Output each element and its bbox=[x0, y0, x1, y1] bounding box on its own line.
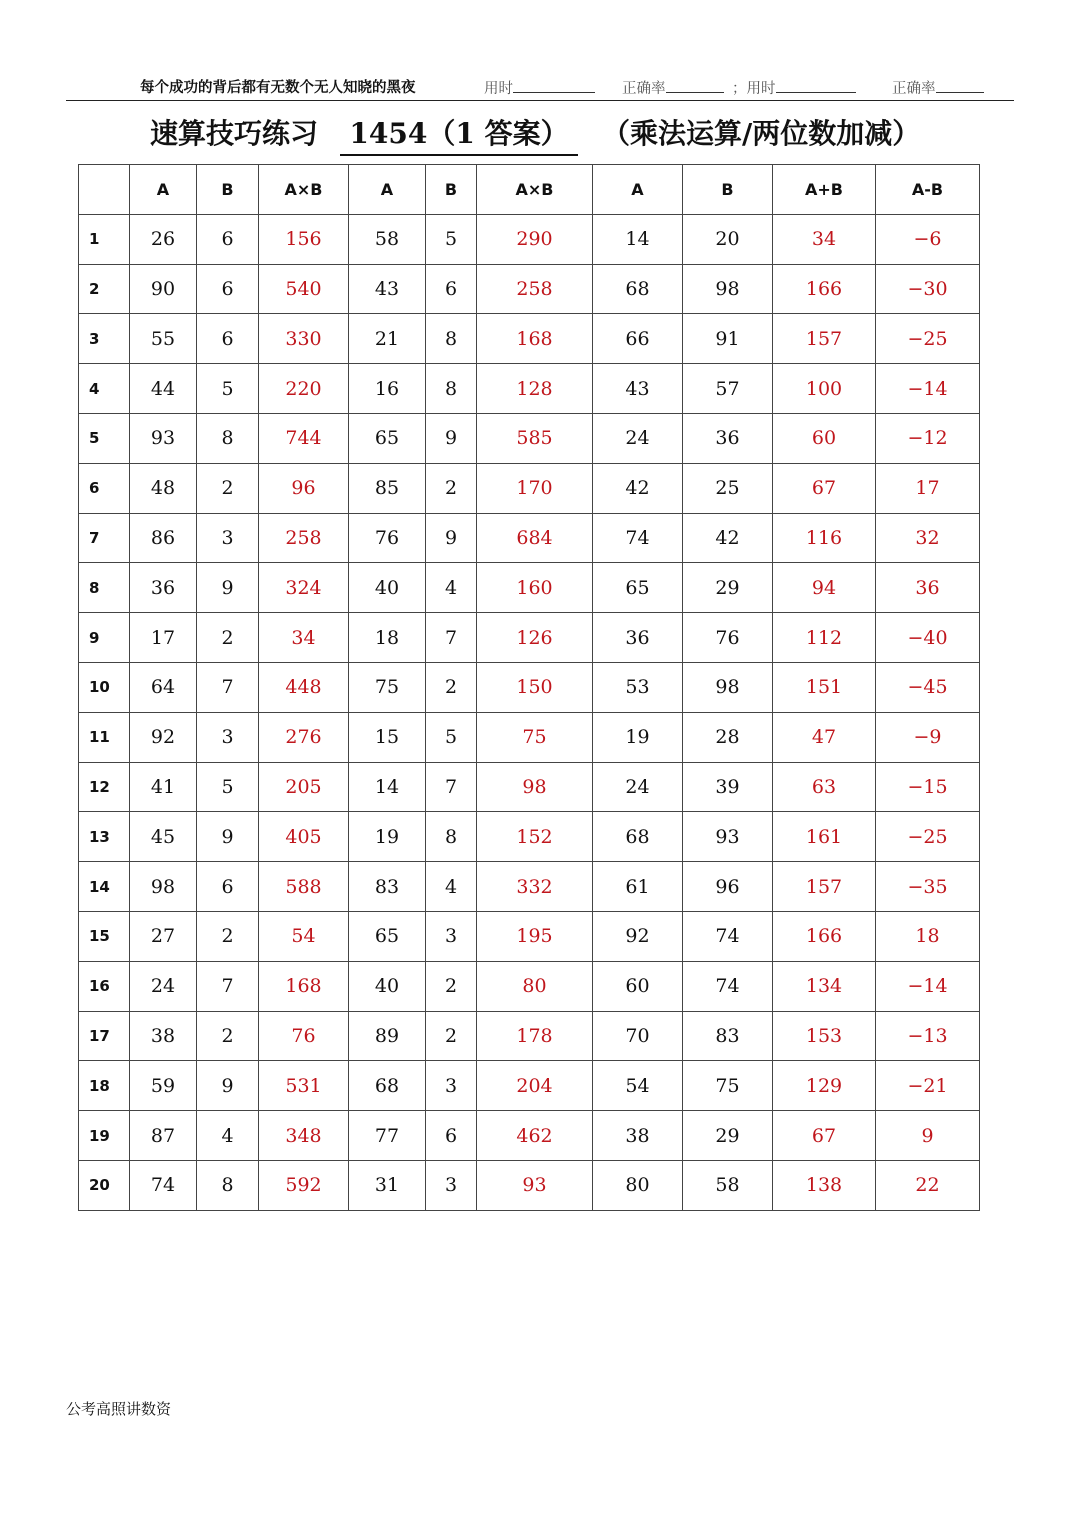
operand-cell-a3: 24 bbox=[593, 413, 683, 463]
answer-cell-difference: −14 bbox=[876, 961, 980, 1011]
operand-cell-b3: 91 bbox=[683, 314, 773, 364]
answer-cell-product1: 330 bbox=[259, 314, 349, 364]
answer-cell-sum: 112 bbox=[773, 613, 876, 663]
time-field-2[interactable] bbox=[732, 78, 856, 99]
operand-cell-a3: 19 bbox=[593, 712, 683, 762]
operand-cell-b3: 98 bbox=[683, 662, 773, 712]
operand-cell-a2: 85 bbox=[349, 463, 426, 513]
operand-cell-b1: 2 bbox=[197, 613, 259, 663]
answer-cell-difference: 32 bbox=[876, 513, 980, 563]
operand-cell-b2: 4 bbox=[426, 563, 477, 613]
page-header bbox=[66, 78, 1014, 101]
answer-cell-sum: 94 bbox=[773, 563, 876, 613]
operand-cell-b1: 9 bbox=[197, 563, 259, 613]
exercise-table bbox=[78, 164, 980, 1211]
operand-cell-b1: 9 bbox=[197, 1061, 259, 1111]
operand-cell-a3: 14 bbox=[593, 214, 683, 264]
operand-cell-a1: 74 bbox=[130, 1160, 197, 1210]
operand-cell-a1: 64 bbox=[130, 662, 197, 712]
answer-cell-sum: 60 bbox=[773, 413, 876, 463]
operand-cell-b3: 74 bbox=[683, 961, 773, 1011]
table-row bbox=[79, 1111, 980, 1161]
operand-cell-a3: 38 bbox=[593, 1111, 683, 1161]
answer-cell-product2: 170 bbox=[477, 463, 593, 513]
operand-cell-a3: 68 bbox=[593, 812, 683, 862]
operand-cell-b2: 2 bbox=[426, 463, 477, 513]
operand-cell-b3: 58 bbox=[683, 1160, 773, 1210]
operand-cell-b1: 7 bbox=[197, 961, 259, 1011]
answer-cell-product1: 220 bbox=[259, 364, 349, 414]
answer-cell-difference: −14 bbox=[876, 364, 980, 414]
table-row bbox=[79, 862, 980, 912]
column-header-b1: B bbox=[197, 165, 259, 215]
row-number: 18 bbox=[79, 1061, 130, 1111]
table-row bbox=[79, 463, 980, 513]
row-number: 13 bbox=[79, 812, 130, 862]
answer-cell-sum: 157 bbox=[773, 862, 876, 912]
operand-cell-a3: 92 bbox=[593, 911, 683, 961]
operand-cell-a1: 98 bbox=[130, 862, 197, 912]
operand-cell-b1: 2 bbox=[197, 1011, 259, 1061]
answer-cell-product1: 168 bbox=[259, 961, 349, 1011]
table-body bbox=[79, 214, 980, 1210]
answer-cell-product1: 588 bbox=[259, 862, 349, 912]
operand-cell-b2: 6 bbox=[426, 1111, 477, 1161]
column-header-product1: A×B bbox=[259, 165, 349, 215]
answer-cell-sum: 161 bbox=[773, 812, 876, 862]
answer-cell-sum: 34 bbox=[773, 214, 876, 264]
answer-cell-product1: 592 bbox=[259, 1160, 349, 1210]
operand-cell-b2: 9 bbox=[426, 413, 477, 463]
operand-cell-a2: 89 bbox=[349, 1011, 426, 1061]
operand-cell-b2: 9 bbox=[426, 513, 477, 563]
column-header-product2: A×B bbox=[477, 165, 593, 215]
table-row bbox=[79, 762, 980, 812]
answer-cell-difference: −6 bbox=[876, 214, 980, 264]
operand-cell-b3: 83 bbox=[683, 1011, 773, 1061]
table-row bbox=[79, 364, 980, 414]
answer-cell-sum: 47 bbox=[773, 712, 876, 762]
answer-cell-product2: 204 bbox=[477, 1061, 593, 1111]
column-header-b3: B bbox=[683, 165, 773, 215]
operand-cell-b2: 3 bbox=[426, 1160, 477, 1210]
answer-cell-product2: 178 bbox=[477, 1011, 593, 1061]
answer-cell-difference: −25 bbox=[876, 314, 980, 364]
operand-cell-a1: 86 bbox=[130, 513, 197, 563]
row-number: 12 bbox=[79, 762, 130, 812]
operand-cell-b1: 7 bbox=[197, 662, 259, 712]
answer-cell-product2: 93 bbox=[477, 1160, 593, 1210]
operand-cell-a2: 65 bbox=[349, 413, 426, 463]
operand-cell-a1: 87 bbox=[130, 1111, 197, 1161]
table-row bbox=[79, 563, 980, 613]
answer-cell-product1: 76 bbox=[259, 1011, 349, 1061]
operand-cell-a2: 65 bbox=[349, 911, 426, 961]
answer-cell-sum: 67 bbox=[773, 1111, 876, 1161]
row-number: 2 bbox=[79, 264, 130, 314]
accuracy-label-2: 正确率 bbox=[892, 81, 936, 97]
operand-cell-a1: 55 bbox=[130, 314, 197, 364]
answer-cell-difference: −45 bbox=[876, 662, 980, 712]
row-number: 8 bbox=[79, 563, 130, 613]
operand-cell-b3: 57 bbox=[683, 364, 773, 414]
operand-cell-a1: 26 bbox=[130, 214, 197, 264]
column-header-index bbox=[79, 165, 130, 215]
operand-cell-b2: 8 bbox=[426, 364, 477, 414]
footer-text: 公考高照讲数资 bbox=[66, 1400, 172, 1418]
table-header-row bbox=[79, 165, 980, 215]
operand-cell-a1: 24 bbox=[130, 961, 197, 1011]
row-number: 7 bbox=[79, 513, 130, 563]
operand-cell-a3: 68 bbox=[593, 264, 683, 314]
operand-cell-a3: 66 bbox=[593, 314, 683, 364]
operand-cell-b3: 93 bbox=[683, 812, 773, 862]
operand-cell-b2: 5 bbox=[426, 214, 477, 264]
row-number: 16 bbox=[79, 961, 130, 1011]
operand-cell-b1: 6 bbox=[197, 264, 259, 314]
operand-cell-b3: 25 bbox=[683, 463, 773, 513]
answer-cell-product1: 276 bbox=[259, 712, 349, 762]
answer-cell-product2: 152 bbox=[477, 812, 593, 862]
operand-cell-a3: 74 bbox=[593, 513, 683, 563]
operand-cell-b2: 2 bbox=[426, 1011, 477, 1061]
answer-cell-sum: 63 bbox=[773, 762, 876, 812]
answer-cell-product1: 34 bbox=[259, 613, 349, 663]
row-number: 17 bbox=[79, 1011, 130, 1061]
table-row bbox=[79, 1160, 980, 1210]
operand-cell-b3: 36 bbox=[683, 413, 773, 463]
time-blank-1[interactable] bbox=[513, 78, 595, 93]
operand-cell-b3: 20 bbox=[683, 214, 773, 264]
answer-cell-product1: 96 bbox=[259, 463, 349, 513]
answer-cell-sum: 100 bbox=[773, 364, 876, 414]
answer-cell-difference: −40 bbox=[876, 613, 980, 663]
operand-cell-b2: 7 bbox=[426, 762, 477, 812]
table-row bbox=[79, 712, 980, 762]
operand-cell-a2: 15 bbox=[349, 712, 426, 762]
answer-cell-product1: 744 bbox=[259, 413, 349, 463]
operand-cell-b1: 6 bbox=[197, 862, 259, 912]
answer-cell-product2: 160 bbox=[477, 563, 593, 613]
table-row bbox=[79, 613, 980, 663]
answer-cell-difference: −25 bbox=[876, 812, 980, 862]
answer-cell-difference: −30 bbox=[876, 264, 980, 314]
operand-cell-a2: 31 bbox=[349, 1160, 426, 1210]
operand-cell-a2: 14 bbox=[349, 762, 426, 812]
operand-cell-a2: 77 bbox=[349, 1111, 426, 1161]
answer-cell-product2: 195 bbox=[477, 911, 593, 961]
time-label-2: 用时 bbox=[746, 81, 776, 97]
table-row bbox=[79, 812, 980, 862]
answer-cell-sum: 157 bbox=[773, 314, 876, 364]
operand-cell-a3: 42 bbox=[593, 463, 683, 513]
answer-cell-product1: 448 bbox=[259, 662, 349, 712]
operand-cell-a3: 80 bbox=[593, 1160, 683, 1210]
table-row bbox=[79, 1061, 980, 1111]
answer-cell-product2: 462 bbox=[477, 1111, 593, 1161]
operand-cell-b1: 5 bbox=[197, 364, 259, 414]
answer-cell-difference: −12 bbox=[876, 413, 980, 463]
answer-cell-difference: −13 bbox=[876, 1011, 980, 1061]
title-code: 1454（1 答案） bbox=[340, 112, 578, 156]
row-number: 11 bbox=[79, 712, 130, 762]
accuracy-label-1: 正确率 bbox=[622, 81, 666, 97]
row-number: 6 bbox=[79, 463, 130, 513]
title-subtitle: （乘法运算/两位数加减） bbox=[602, 117, 921, 150]
answer-cell-difference: 17 bbox=[876, 463, 980, 513]
answer-cell-difference: −35 bbox=[876, 862, 980, 912]
answer-cell-product1: 156 bbox=[259, 214, 349, 264]
column-header-b2: B bbox=[426, 165, 477, 215]
operand-cell-b1: 8 bbox=[197, 413, 259, 463]
row-number: 19 bbox=[79, 1111, 130, 1161]
operand-cell-a1: 45 bbox=[130, 812, 197, 862]
answer-cell-sum: 151 bbox=[773, 662, 876, 712]
row-number: 20 bbox=[79, 1160, 130, 1210]
operand-cell-a1: 93 bbox=[130, 413, 197, 463]
row-number: 4 bbox=[79, 364, 130, 414]
operand-cell-b2: 5 bbox=[426, 712, 477, 762]
answer-cell-difference: 22 bbox=[876, 1160, 980, 1210]
column-header-difference: A-B bbox=[876, 165, 980, 215]
answer-cell-difference: 18 bbox=[876, 911, 980, 961]
answer-cell-difference: 36 bbox=[876, 563, 980, 613]
operand-cell-b1: 5 bbox=[197, 762, 259, 812]
time-blank-2[interactable] bbox=[776, 78, 856, 93]
column-header-a3: A bbox=[593, 165, 683, 215]
answer-cell-product2: 332 bbox=[477, 862, 593, 912]
operand-cell-b3: 76 bbox=[683, 613, 773, 663]
operand-cell-a3: 43 bbox=[593, 364, 683, 414]
answer-cell-sum: 138 bbox=[773, 1160, 876, 1210]
operand-cell-b3: 28 bbox=[683, 712, 773, 762]
answer-cell-product1: 348 bbox=[259, 1111, 349, 1161]
answer-cell-product2: 150 bbox=[477, 662, 593, 712]
answer-cell-product1: 54 bbox=[259, 911, 349, 961]
operand-cell-b3: 29 bbox=[683, 563, 773, 613]
answer-cell-sum: 129 bbox=[773, 1061, 876, 1111]
row-number: 14 bbox=[79, 862, 130, 912]
answer-cell-product2: 75 bbox=[477, 712, 593, 762]
table-row bbox=[79, 961, 980, 1011]
operand-cell-b2: 8 bbox=[426, 812, 477, 862]
time-label-1: 用时 bbox=[484, 81, 513, 97]
answer-cell-difference: −15 bbox=[876, 762, 980, 812]
operand-cell-b3: 96 bbox=[683, 862, 773, 912]
operand-cell-a2: 76 bbox=[349, 513, 426, 563]
operand-cell-b1: 6 bbox=[197, 214, 259, 264]
row-number: 1 bbox=[79, 214, 130, 264]
operand-cell-a2: 40 bbox=[349, 563, 426, 613]
answer-cell-product1: 324 bbox=[259, 563, 349, 613]
operand-cell-b1: 2 bbox=[197, 463, 259, 513]
operand-cell-b2: 7 bbox=[426, 613, 477, 663]
table-row bbox=[79, 314, 980, 364]
operand-cell-a3: 70 bbox=[593, 1011, 683, 1061]
operand-cell-b2: 6 bbox=[426, 264, 477, 314]
operand-cell-a2: 40 bbox=[349, 961, 426, 1011]
operand-cell-b1: 2 bbox=[197, 911, 259, 961]
column-header-a1: A bbox=[130, 165, 197, 215]
operand-cell-a1: 59 bbox=[130, 1061, 197, 1111]
operand-cell-a1: 90 bbox=[130, 264, 197, 314]
operand-cell-a1: 48 bbox=[130, 463, 197, 513]
answer-cell-sum: 166 bbox=[773, 264, 876, 314]
operand-cell-a1: 41 bbox=[130, 762, 197, 812]
operand-cell-a2: 68 bbox=[349, 1061, 426, 1111]
row-number: 15 bbox=[79, 911, 130, 961]
answer-cell-product2: 128 bbox=[477, 364, 593, 414]
operand-cell-a3: 24 bbox=[593, 762, 683, 812]
answer-cell-product2: 290 bbox=[477, 214, 593, 264]
operand-cell-b1: 9 bbox=[197, 812, 259, 862]
operand-cell-a2: 16 bbox=[349, 364, 426, 414]
operand-cell-a2: 75 bbox=[349, 662, 426, 712]
operand-cell-b1: 3 bbox=[197, 513, 259, 563]
accuracy-field-2[interactable] bbox=[892, 78, 984, 99]
operand-cell-a3: 60 bbox=[593, 961, 683, 1011]
answer-cell-product1: 258 bbox=[259, 513, 349, 563]
operand-cell-b1: 3 bbox=[197, 712, 259, 762]
operand-cell-b3: 29 bbox=[683, 1111, 773, 1161]
operand-cell-b3: 42 bbox=[683, 513, 773, 563]
accuracy-blank-2[interactable] bbox=[936, 78, 984, 93]
operand-cell-a3: 61 bbox=[593, 862, 683, 912]
table-row bbox=[79, 911, 980, 961]
answer-cell-sum: 67 bbox=[773, 463, 876, 513]
operand-cell-b1: 6 bbox=[197, 314, 259, 364]
answer-cell-product2: 585 bbox=[477, 413, 593, 463]
operand-cell-a2: 58 bbox=[349, 214, 426, 264]
title-main: 速算技巧练习 bbox=[150, 117, 319, 150]
operand-cell-b2: 2 bbox=[426, 662, 477, 712]
table-row bbox=[79, 214, 980, 264]
page-title bbox=[150, 112, 950, 152]
motto-text: 每个成功的背后都有无数个无人知晓的黑夜 bbox=[140, 80, 416, 96]
answer-cell-difference: 9 bbox=[876, 1111, 980, 1161]
table-row bbox=[79, 513, 980, 563]
operand-cell-a2: 83 bbox=[349, 862, 426, 912]
operand-cell-b2: 3 bbox=[426, 1061, 477, 1111]
operand-cell-a3: 53 bbox=[593, 662, 683, 712]
row-number: 5 bbox=[79, 413, 130, 463]
time-field-1[interactable] bbox=[484, 78, 595, 99]
operand-cell-a1: 36 bbox=[130, 563, 197, 613]
answer-cell-product2: 258 bbox=[477, 264, 593, 314]
answer-cell-product2: 168 bbox=[477, 314, 593, 364]
operand-cell-b3: 75 bbox=[683, 1061, 773, 1111]
answer-cell-product2: 684 bbox=[477, 513, 593, 563]
operand-cell-a2: 18 bbox=[349, 613, 426, 663]
operand-cell-a3: 54 bbox=[593, 1061, 683, 1111]
operand-cell-b2: 8 bbox=[426, 314, 477, 364]
operand-cell-b1: 4 bbox=[197, 1111, 259, 1161]
table-row bbox=[79, 413, 980, 463]
row-number: 9 bbox=[79, 613, 130, 663]
operand-cell-a1: 44 bbox=[130, 364, 197, 414]
answer-cell-product2: 98 bbox=[477, 762, 593, 812]
answer-cell-product2: 80 bbox=[477, 961, 593, 1011]
table-row bbox=[79, 1011, 980, 1061]
column-header-sum: A+B bbox=[773, 165, 876, 215]
operand-cell-b3: 98 bbox=[683, 264, 773, 314]
answer-cell-product1: 205 bbox=[259, 762, 349, 812]
answer-cell-difference: −9 bbox=[876, 712, 980, 762]
operand-cell-b2: 3 bbox=[426, 911, 477, 961]
table-row bbox=[79, 662, 980, 712]
operand-cell-b2: 4 bbox=[426, 862, 477, 912]
answer-cell-sum: 134 bbox=[773, 961, 876, 1011]
operand-cell-b3: 39 bbox=[683, 762, 773, 812]
answer-cell-product1: 405 bbox=[259, 812, 349, 862]
operand-cell-a3: 36 bbox=[593, 613, 683, 663]
operand-cell-a3: 65 bbox=[593, 563, 683, 613]
row-number: 10 bbox=[79, 662, 130, 712]
operand-cell-a2: 43 bbox=[349, 264, 426, 314]
operand-cell-a1: 38 bbox=[130, 1011, 197, 1061]
answer-cell-difference: −21 bbox=[876, 1061, 980, 1111]
answer-cell-product2: 126 bbox=[477, 613, 593, 663]
operand-cell-a1: 92 bbox=[130, 712, 197, 762]
answer-cell-sum: 153 bbox=[773, 1011, 876, 1061]
accuracy-blank-1[interactable] bbox=[666, 78, 724, 93]
answer-cell-sum: 116 bbox=[773, 513, 876, 563]
operand-cell-b3: 74 bbox=[683, 911, 773, 961]
column-header-a2: A bbox=[349, 165, 426, 215]
answer-cell-product1: 531 bbox=[259, 1061, 349, 1111]
operand-cell-b2: 2 bbox=[426, 961, 477, 1011]
operand-cell-a2: 19 bbox=[349, 812, 426, 862]
separator: ； bbox=[732, 81, 747, 97]
answer-cell-product1: 540 bbox=[259, 264, 349, 314]
operand-cell-a1: 27 bbox=[130, 911, 197, 961]
operand-cell-b1: 8 bbox=[197, 1160, 259, 1210]
accuracy-field-1[interactable] bbox=[622, 78, 724, 99]
row-number: 3 bbox=[79, 314, 130, 364]
operand-cell-a2: 21 bbox=[349, 314, 426, 364]
table-row bbox=[79, 264, 980, 314]
answer-cell-sum: 166 bbox=[773, 911, 876, 961]
operand-cell-a1: 17 bbox=[130, 613, 197, 663]
